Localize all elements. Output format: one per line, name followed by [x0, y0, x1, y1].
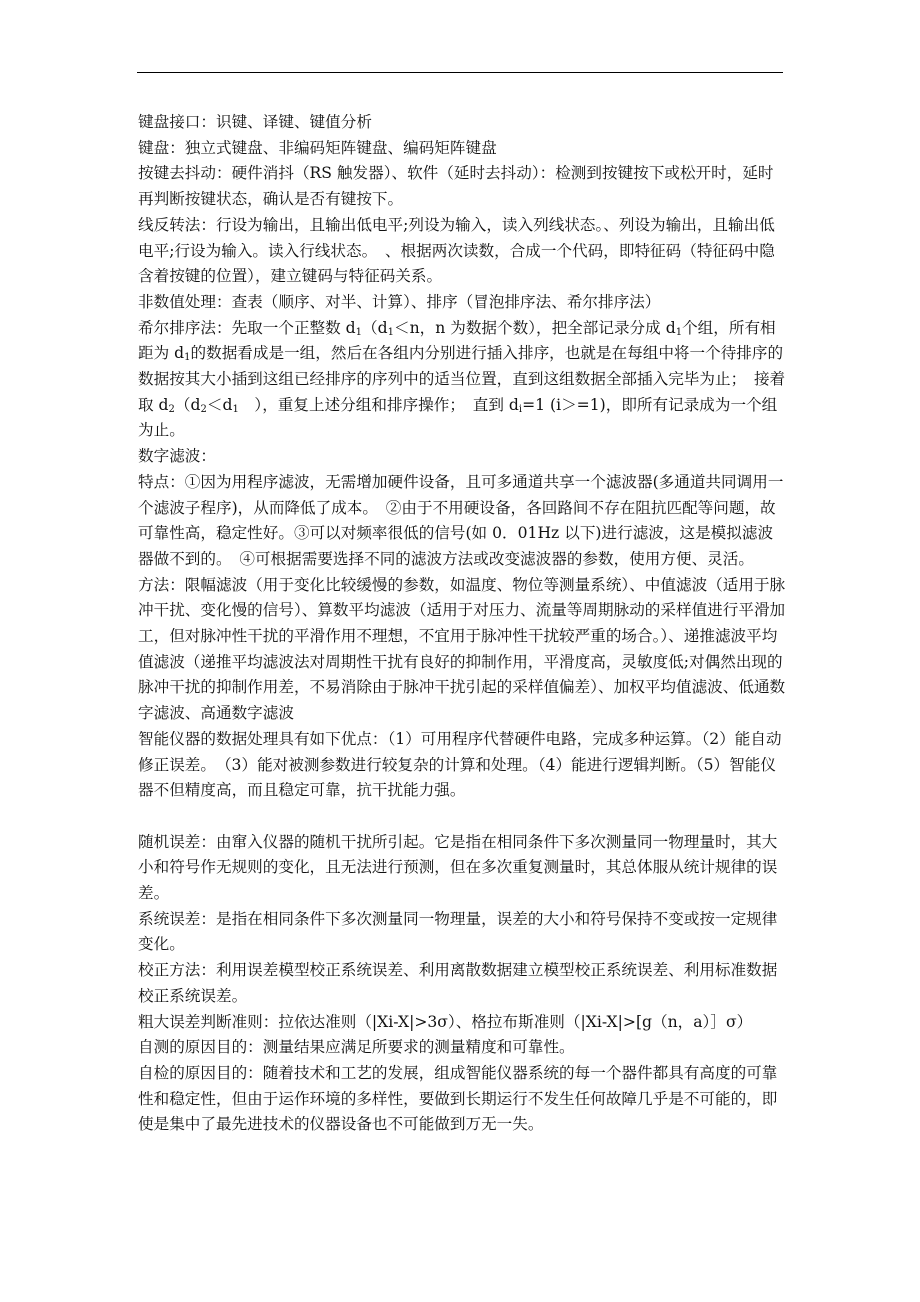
text-run: 智能仪器的数据处理具有如下优点：（1）可用程序代替硬件电路，完成多种运算。（2）能自动修正误差。 （3）能对被测参数进行较复杂的计算和处理。（4）能进行逻辑判断。（5）智能仪器不但精度高，而且稳定可靠，抗干扰能力强。	[138, 729, 782, 800]
text-run: 自测的原因目的：测量结果应满足所要求的测量精度和可靠性。	[138, 1038, 575, 1057]
paragraph	[138, 444, 788, 470]
paragraph	[138, 1035, 788, 1061]
paragraph	[138, 161, 788, 212]
paragraph	[138, 958, 788, 1009]
text-run: 按键去抖动：硬件消抖（RS 触发器）、软件（延时去抖动）：检测到按键按下或松开时，延时再判断按键状态，确认是否有键按下。	[138, 164, 774, 209]
text-run: 非数值处理：查表（顺序、对半、计算）、排序（冒泡排序法、希尔排序法）	[138, 292, 661, 311]
text-run: 系统误差：是指在相同条件下多次测量同一物理量，误差的大小和符号保持不变或按一定规律变化。	[138, 909, 778, 954]
paragraph	[138, 136, 788, 162]
paragraph	[138, 1010, 788, 1036]
paragraph	[138, 727, 788, 804]
paragraph	[138, 110, 788, 136]
paragraph	[138, 290, 788, 316]
text-run: 键盘：独立式键盘、非编码矩阵键盘、编码矩阵键盘	[138, 138, 497, 157]
text-run: ＜d	[206, 395, 233, 414]
text-run: =1 (i＞=1)，即所有记录成为一个组为止。	[138, 395, 778, 440]
text-run: 键盘接口：识键、译键、键值分析	[138, 113, 372, 131]
text-run: ＜n，n 为数据个数），把全部记录分成 d	[394, 318, 676, 337]
text-run: 特点：①因为用程序滤波，无需增加硬件设备，且可多通道共享一个滤波器(多通道共同调用一个滤波子程序)，从而降低了成本。 ②由于不用硬设备，各回路间不存在阻抗匹配等问题，故可靠性高，稳定性好。③可以对频率很低的信号(如 0．01Hz 以下)进行滤波，这是模拟滤波器做不到的。 ④可根据需要选择不同的滤波方法或改变滤波器的参数，使用方便、灵活。	[138, 472, 784, 568]
document-body	[138, 110, 788, 1138]
paragraph	[138, 316, 788, 445]
text-run: 的数据看成是一组，然后在各组内分别进行插入排序，也就是在每组中将一个待排序的数据按其大小插到这组已经排序的序列中的适当位置，直到这组数据全部插入完毕为止； 接着取 d	[138, 344, 786, 414]
text-run: 方法：限幅滤波（用于变化比较缓慢的参数，如温度、物位等测量系统）、中值滤波（适用于脉冲干扰、变化慢的信号）、算数平均滤波（适用于对压力、流量等周期脉动的采样值进行平滑加工，但对脉冲性干扰的平滑作用不理想，不宜用于脉冲性干扰较严重的场合。）、递推滤波平均值滤波（递推平均滤波法对周期性干扰有良好的抑制作用，平滑度高，灵敏度低;对偶然出现的脉冲干扰的抑制作用差，不易消除由于脉冲干扰引起的采样值偏差）、加权平均值滤波、低通数字滤波、高通数字滤波	[138, 575, 786, 723]
text-run: 希尔排序法：先取一个正整数 d	[138, 318, 356, 337]
text-run: 个组，所有相距为 d	[138, 318, 776, 363]
subscript: 1	[387, 326, 394, 338]
text-run: （d	[362, 318, 388, 337]
subscript: 1	[232, 403, 239, 415]
text-run: 线反转法：行设为输出，且输出低电平;列设为输入，读入列线状态。、列设为输出，且输出低电平;行设为输入。读入行线状态。 、根据两次读数，合成一个代码，即特征码（特征码中隐含着按键的位置），建立键码与特征码关系。	[138, 215, 775, 286]
paragraph	[138, 830, 788, 907]
paragraph	[138, 907, 788, 958]
subscript: 2	[200, 403, 207, 415]
paragraph	[138, 213, 788, 290]
text-run: 粗大误差判断准则：拉依达准则（|Xi-X|>3σ）、格拉布斯准则（|Xi-X|>[g（n，a）］σ）	[138, 1012, 753, 1031]
header-rule	[137, 72, 783, 73]
text-run: 随机误差：由窜入仪器的随机干扰所引起。它是指在相同条件下多次测量同一物理量时，其大小和符号作无规则的变化，且无法进行预测，但在多次重复测量时，其总体服从统计规律的误差。	[138, 832, 778, 903]
paragraph	[138, 573, 788, 727]
text-run: （d	[174, 395, 201, 414]
text-run: 自检的原因目的：随着技术和工艺的发展，组成智能仪器系统的每一个器件都具有高度的可靠性和稳定性，但由于运作环境的多样性，要做到长期运行不发生任何故障几乎是不可能的，即使是集中了最先进技术的仪器设备也不可能做到万无一失。	[138, 1064, 778, 1134]
text-run: 校正方法：利用误差模型校正系统误差、利用离散数据建立模型校正系统误差、利用标准数据校正系统误差。	[138, 961, 778, 1005]
subscript: i	[518, 403, 523, 415]
text-run: 数字滤波：	[138, 447, 216, 466]
subscript: 1	[675, 326, 683, 338]
subscript: 2	[168, 403, 175, 415]
text-run: ），重复上述分组和排序操作； 直到 d	[238, 395, 519, 414]
subscript: 1	[184, 352, 191, 364]
subscript: 1	[355, 326, 363, 338]
paragraph	[138, 1061, 788, 1138]
paragraph	[138, 470, 788, 573]
